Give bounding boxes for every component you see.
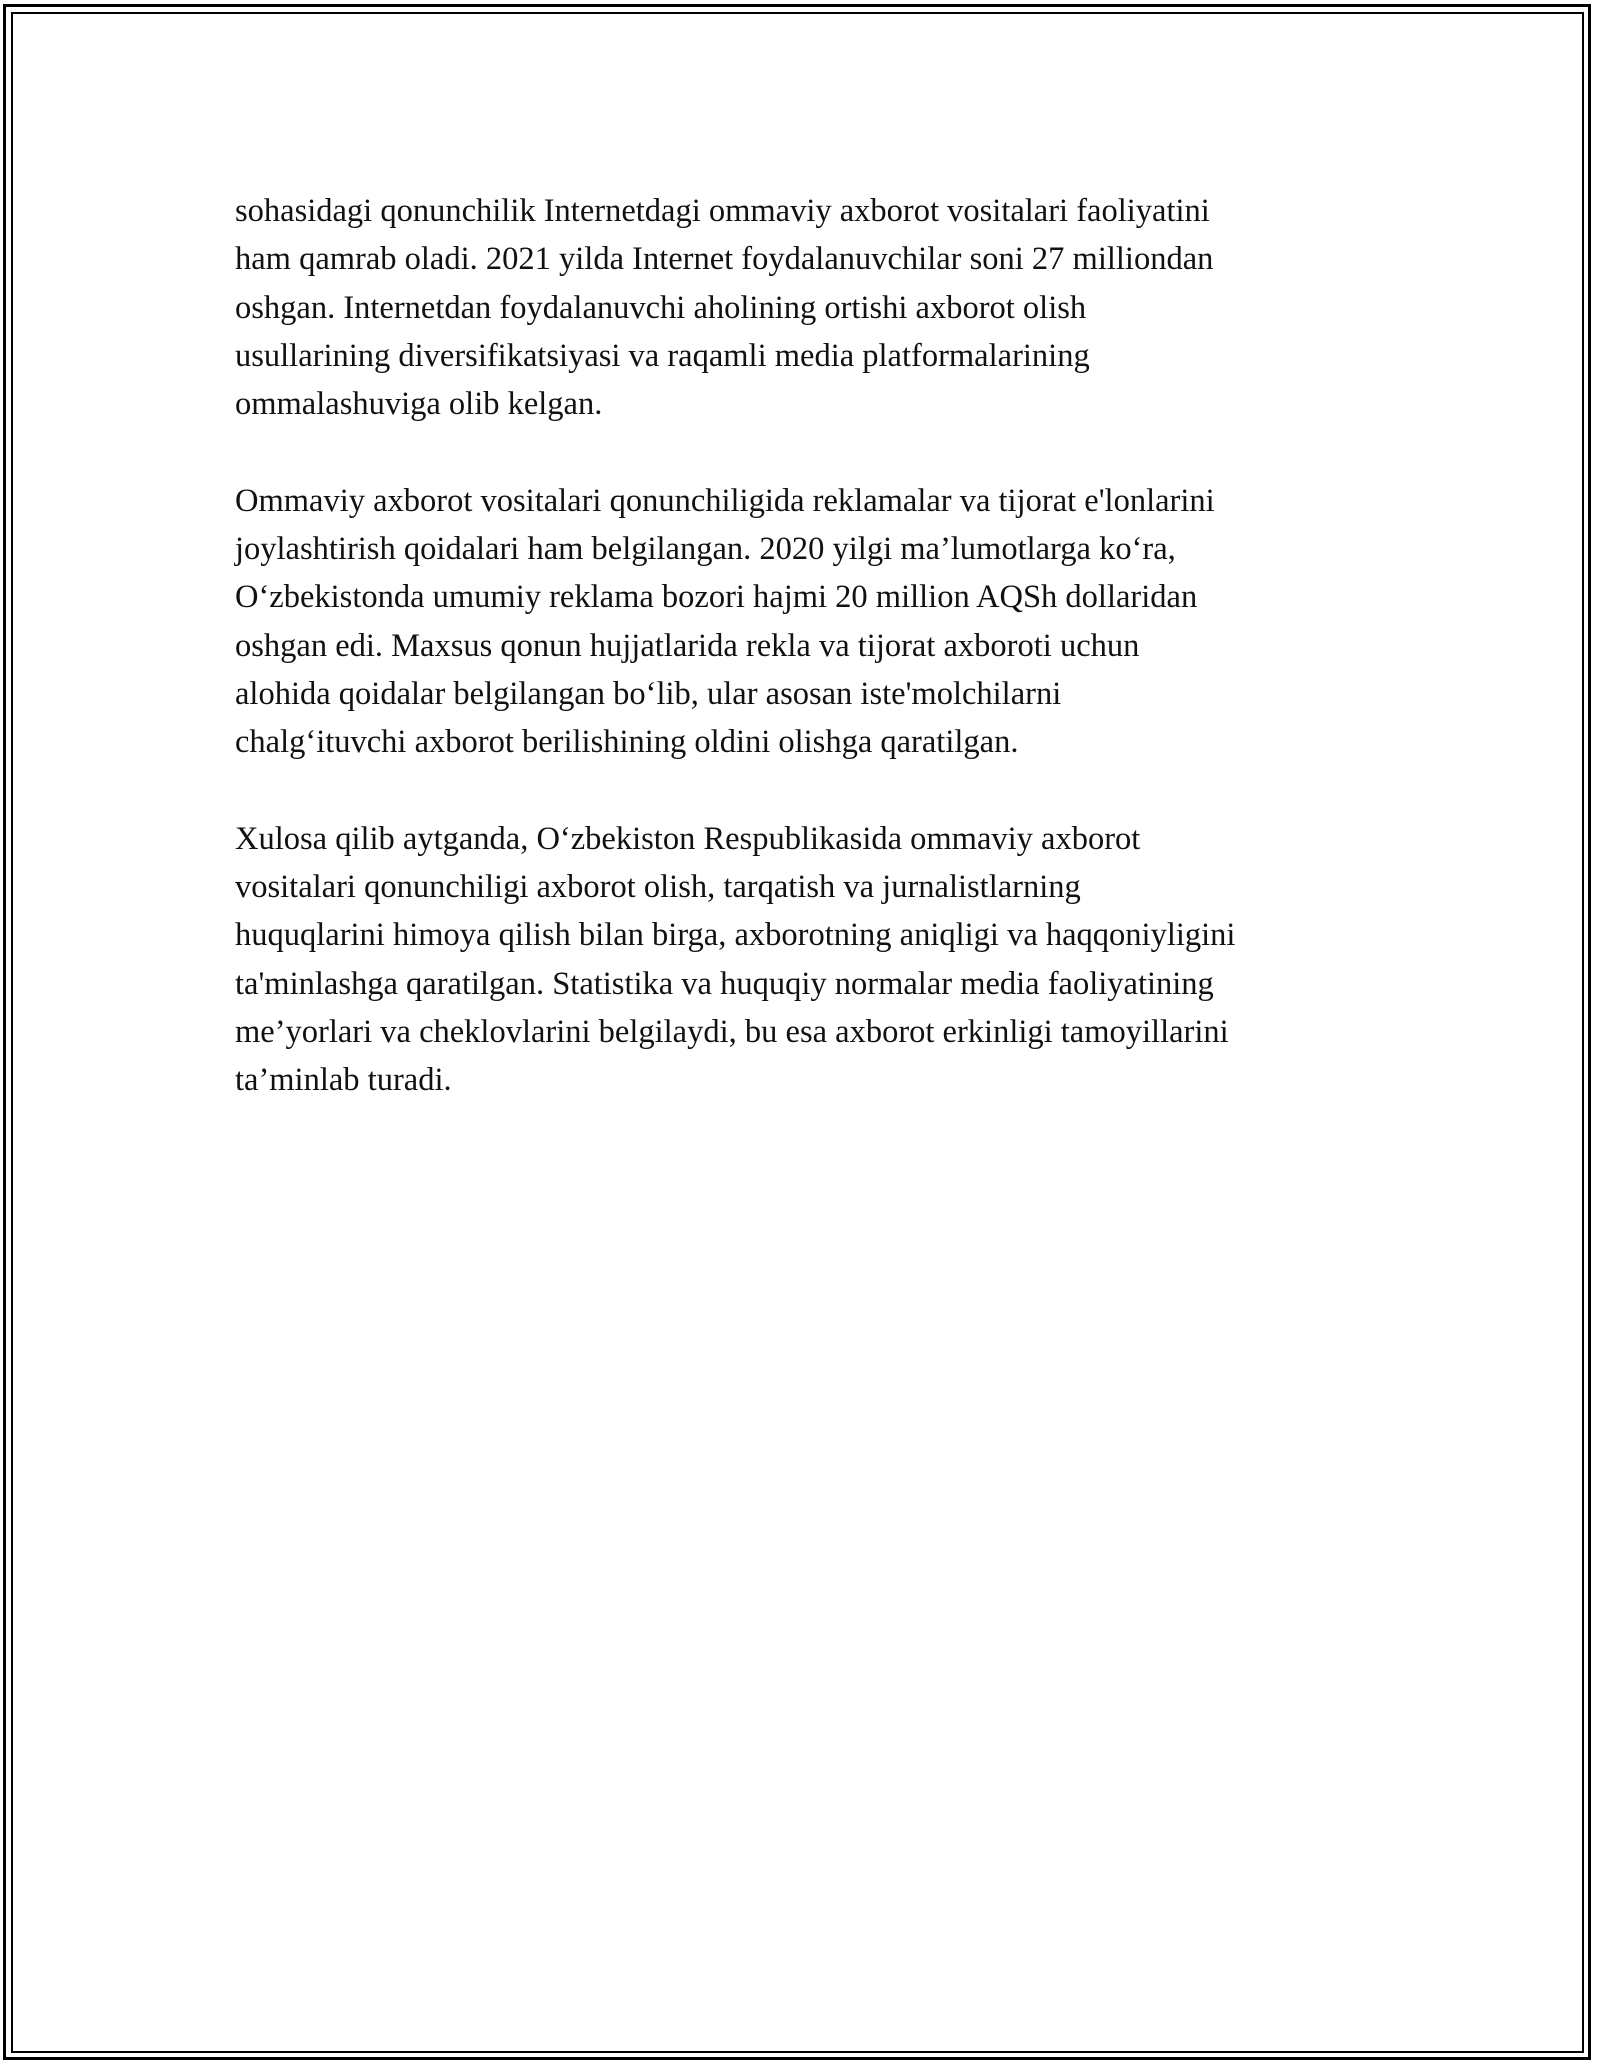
text-line: ommalashuviga olib kelgan.	[235, 386, 603, 423]
text-line: ham qamrab oladi. 2021 yilda Internet foydalanuvchilar soni 27 milliondan	[235, 241, 1214, 278]
text-line: ta’minlab turadi.	[235, 1062, 452, 1099]
text-line: O‘zbekistonda umumiy reklama bozori hajmi 20 million AQSh dollaridan	[235, 579, 1198, 616]
text-line: vositalari qonunchiligi axborot olish, tarqatish va jurnalistlarning	[235, 869, 1081, 906]
text-line: oshgan. Internetdan foydalanuvchi aholining ortishi axborot olish	[235, 289, 1087, 326]
text-line: Xulosa qilib aytganda, O‘zbekiston Respublikasida ommaviy axborot	[235, 820, 1141, 857]
text-line: me’yorlari va cheklovlarini belgilaydi, bu esa axborot erkinligi tamoyillarini	[235, 1014, 1229, 1051]
text-line: Ommaviy axborot vositalari qonunchiligida reklamalar va tijorat e'lonlarini	[235, 482, 1215, 519]
text-line: alohida qoidalar belgilangan bo‘lib, ular asosan iste'molchilarni	[235, 675, 1062, 712]
text-line: huquqlarini himoya qilish bilan birga, axborotning aniqligi va haqqoniyligini	[235, 917, 1236, 954]
text-line: oshgan edi. Maxsus qonun hujjatlarida rekla va tijorat axboroti uchun	[235, 627, 1140, 664]
text-line: joylashtirish qoidalari ham belgilangan. 2020 yilgi ma’lumotlarga ko‘ra,	[235, 531, 1176, 568]
text-line: sohasidagi qonunchilik Internetdagi ommaviy axborot vositalari faoliyatini	[235, 193, 1210, 229]
paragraph-3	[235, 815, 1380, 1105]
paragraph-2	[235, 477, 1380, 767]
text-line: chalg‘ituvchi axborot berilishining oldini olishga qaratilgan.	[235, 724, 1019, 761]
document-body	[235, 187, 1380, 1153]
paragraph-1	[235, 187, 1380, 428]
text-line: ta'minlashga qaratilgan. Statistika va huquqiy normalar media faoliyatining	[235, 965, 1214, 1002]
text-line: usullarining diversifikatsiyasi va raqamli media platformalarining	[235, 337, 1090, 374]
